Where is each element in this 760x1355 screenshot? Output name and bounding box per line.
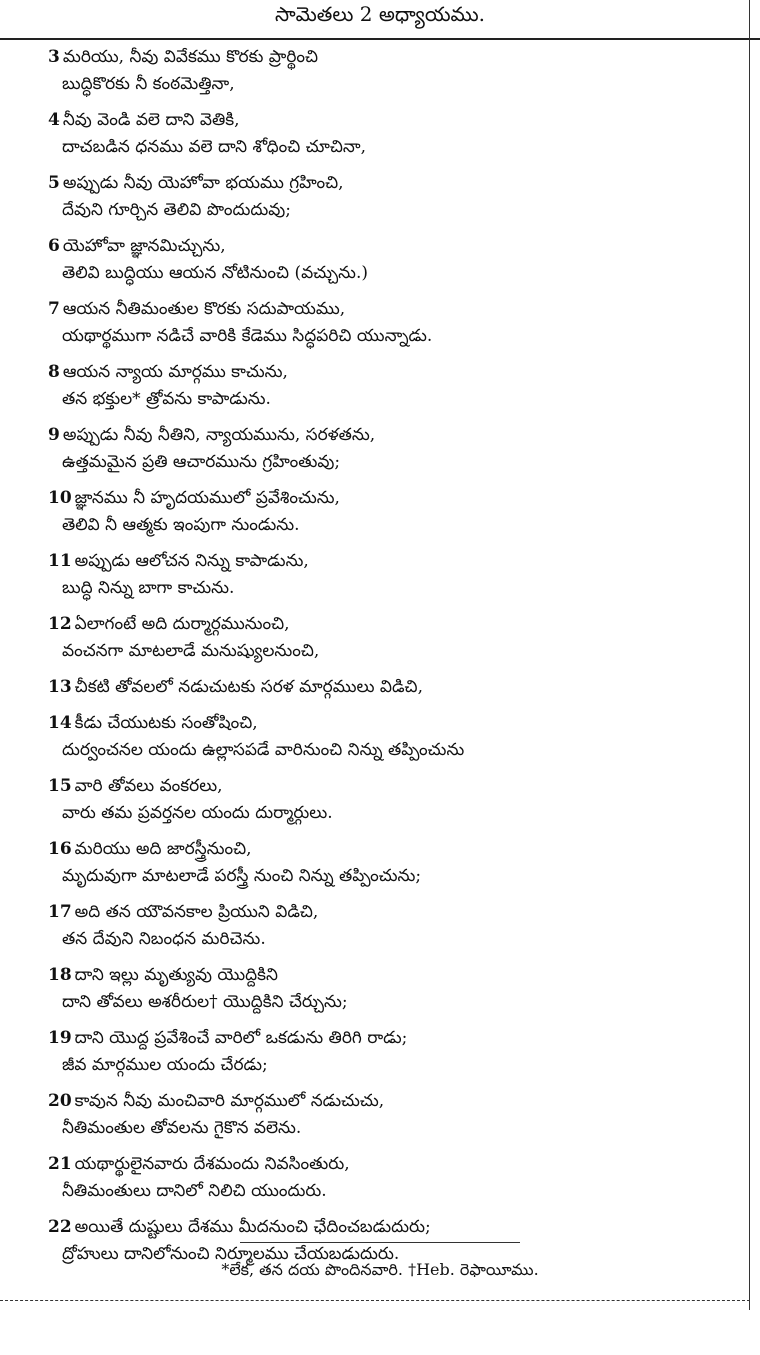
verse-text: తన దేవుని నిబంధన మరిచెను. [62, 929, 266, 949]
verse-text: వారి తోవలు వంకరలు, [74, 776, 223, 796]
verse-line [48, 1088, 728, 1115]
verse-line [48, 386, 728, 413]
verse-text: యథార్థముగా నడిచే వారికి కేడెము సిద్ధపరిచి యున్నాడు. [62, 326, 433, 346]
verse-number: 6 [48, 236, 60, 256]
verse-text: తెలివి బుద్ధియు ఆయన నోటినుంచి (వచ్చును.) [62, 263, 368, 283]
verse-line [48, 962, 728, 989]
verse-text: కీడు చేయుటకు సంతోషించి, [74, 713, 258, 733]
verse-line [48, 170, 728, 197]
verse-number: 9 [48, 425, 60, 445]
verse [48, 296, 728, 350]
verse-line [48, 1115, 728, 1142]
verse [48, 611, 728, 665]
verse-text: నీతిమంతుల తోవలను గైకొన వలెను. [62, 1118, 302, 1138]
verse-line [48, 512, 728, 539]
verse-text: అప్పుడు నీవు నీతిని, న్యాయమును, సరళతను, [62, 425, 376, 445]
verse [48, 233, 728, 287]
verse-line [48, 260, 728, 287]
right-margin-line [749, 0, 750, 1310]
verse-number: 22 [48, 1217, 72, 1237]
verse-line [48, 926, 728, 953]
verse-number: 17 [48, 902, 72, 922]
verse-number: 19 [48, 1028, 72, 1048]
verse-line [48, 1214, 728, 1241]
verse-text: తన భక్తుల* త్రోవను కాపాడును. [62, 389, 271, 409]
bottom-divider [0, 1300, 750, 1301]
verse-text: యథార్థులైనవారు దేశమందు నివసింతురు, [74, 1154, 350, 1174]
verse-line [48, 1025, 728, 1052]
verse-line [48, 323, 728, 350]
verse-text: అది తన యౌవనకాల ప్రియుని విడిచి, [74, 902, 319, 922]
verse [48, 899, 728, 953]
verse [48, 1151, 728, 1205]
verse-line [48, 800, 728, 827]
verse-text: అయితే దుష్టులు దేశము మీదనుంచి ఛేదించబడుదురు; [74, 1217, 431, 1237]
verse-text: జీవ మార్గముల యందు చేరడు; [62, 1055, 268, 1075]
verse-line [48, 134, 728, 161]
verse [48, 170, 728, 224]
verse-line [48, 737, 728, 764]
verse-number: 16 [48, 839, 72, 859]
verse-line [48, 836, 728, 863]
verse [48, 107, 728, 161]
verse [48, 44, 728, 98]
verse-text: ఉత్తమమైన ప్రతి ఆచారమును గ్రహింతువు; [62, 452, 341, 472]
verse-line [48, 44, 728, 71]
verse-line [48, 107, 728, 134]
verse-text: వారు తమ ప్రవర్తనల యందు దుర్మార్గులు. [62, 803, 333, 823]
verse-line [48, 611, 728, 638]
verse-line [48, 710, 728, 737]
verse [48, 485, 728, 539]
verse [48, 422, 728, 476]
verse-text: ద్రోహులు దానిలోనుంచి నిర్మూలము చేయబడుదురు. [62, 1244, 400, 1264]
verse-line [48, 359, 728, 386]
verse-number: 20 [48, 1091, 72, 1111]
verse-text: దుర్వంచనల యందు ఉల్లాసపడే వారినుంచి నిన్ను తప్పించును [62, 740, 465, 760]
verse-line [48, 638, 728, 665]
verse-line [48, 422, 728, 449]
verse-text: యెహోవా జ్ఞానమిచ్చును, [62, 236, 226, 256]
verse-text: దాని యొద్ద ప్రవేశించే వారిలో ఒకడును తిరిగి రాడు; [74, 1028, 408, 1048]
verse-number: 11 [48, 551, 72, 571]
verse-text: అప్పుడు నీవు యెహోవా భయము గ్రహించి, [62, 173, 344, 193]
verse [48, 548, 728, 602]
verse [48, 773, 728, 827]
verse-line [48, 1151, 728, 1178]
verse-number: 12 [48, 614, 72, 634]
verse-number: 7 [48, 299, 60, 319]
verse [48, 710, 728, 764]
verse-text: బుద్ధి నిన్ను బాగా కాచును. [62, 578, 235, 598]
verse-line [48, 674, 728, 701]
verse-number: 18 [48, 965, 72, 985]
verse-line [48, 1052, 728, 1079]
verse-number: 14 [48, 713, 72, 733]
verse-text: ఆయన న్యాయ మార్గము కాచును, [62, 362, 288, 382]
verse-text: ఆయన నీతిమంతుల కొరకు సదుపాయము, [62, 299, 346, 319]
verse-text: కావున నీవు మంచివారి మార్గములో నడుచుచు, [74, 1091, 385, 1111]
verse-text: దాచబడిన ధనము వలె దాని శోధించి చూచినా, [62, 137, 366, 157]
page-title: సామెతలు 2 అధ్యాయము. [275, 2, 485, 26]
verse-text: అప్పుడు ఆలోచన నిన్ను కాపాడును, [74, 551, 309, 571]
footnote-divider [240, 1242, 520, 1243]
verse-number: 10 [48, 488, 72, 508]
verse-number: 15 [48, 776, 72, 796]
verse-number: 8 [48, 362, 60, 382]
verse-line [48, 449, 728, 476]
verse-text: దాని తోవలు అశరీరుల† యొద్దికిని చేర్చును; [62, 992, 348, 1012]
verse-text: తెలివి నీ ఆత్మకు ఇంపుగా నుండును. [62, 515, 300, 535]
verse-line [48, 989, 728, 1016]
verse-text: వంచనగా మాటలాడే మనుష్యులనుంచి, [62, 641, 320, 661]
verse-text: జ్ఞానము నీ హృదయములో ప్రవేశించును, [74, 488, 340, 508]
verse-text: నీతిమంతులు దానిలో నిలిచి యుందురు. [62, 1181, 327, 1201]
verse [48, 962, 728, 1016]
verse [48, 674, 728, 701]
verse-line [48, 233, 728, 260]
verse-line [48, 863, 728, 890]
verse [48, 359, 728, 413]
verse-number: 13 [48, 677, 72, 697]
verse-line [48, 899, 728, 926]
verse-list [48, 44, 728, 1277]
verse-line [48, 71, 728, 98]
verse-text: మరియు అది జారస్త్రీనుంచి, [74, 839, 252, 859]
verse-line [48, 485, 728, 512]
verse-text: దేవుని గూర్చిన తెలివి పొందుదువు; [62, 200, 291, 220]
verse [48, 836, 728, 890]
verse-number: 21 [48, 1154, 72, 1174]
top-divider [0, 38, 760, 40]
verse-text: మరియు, నీవు వివేకము కొరకు ప్రార్థించి [62, 47, 319, 67]
verse-text: దాని ఇల్లు మృత్యువు యొద్దికిని [74, 965, 278, 985]
verse-number: 4 [48, 110, 60, 130]
verse [48, 1088, 728, 1142]
verse-line [48, 197, 728, 224]
verse-line [48, 773, 728, 800]
verse-number: 5 [48, 173, 60, 193]
verse-line [48, 296, 728, 323]
verse-text: నీవు వెండి వలె దాని వెతికి, [62, 110, 240, 130]
verse-line [48, 548, 728, 575]
verse-text: మృదువుగా మాటలాడే పరస్త్రీ నుంచి నిన్ను తప్పించును; [62, 866, 422, 886]
footnote: *లేక, తన దయ పొందినవారి. †Heb. రెఫాయీము. [221, 1260, 539, 1279]
verse-text: బుద్ధికొరకు నీ కంఠమెత్తినా, [62, 74, 235, 94]
verse-text: ఏలాగంటే అది దుర్మార్గమునుంచి, [74, 614, 290, 634]
verse-line [48, 1178, 728, 1205]
verse [48, 1025, 728, 1079]
verse-text: చీకటి తోవలలో నడుచుటకు సరళ మార్గములు విడిచి, [74, 677, 423, 697]
verse-line [48, 575, 728, 602]
verse-number: 3 [48, 47, 60, 67]
